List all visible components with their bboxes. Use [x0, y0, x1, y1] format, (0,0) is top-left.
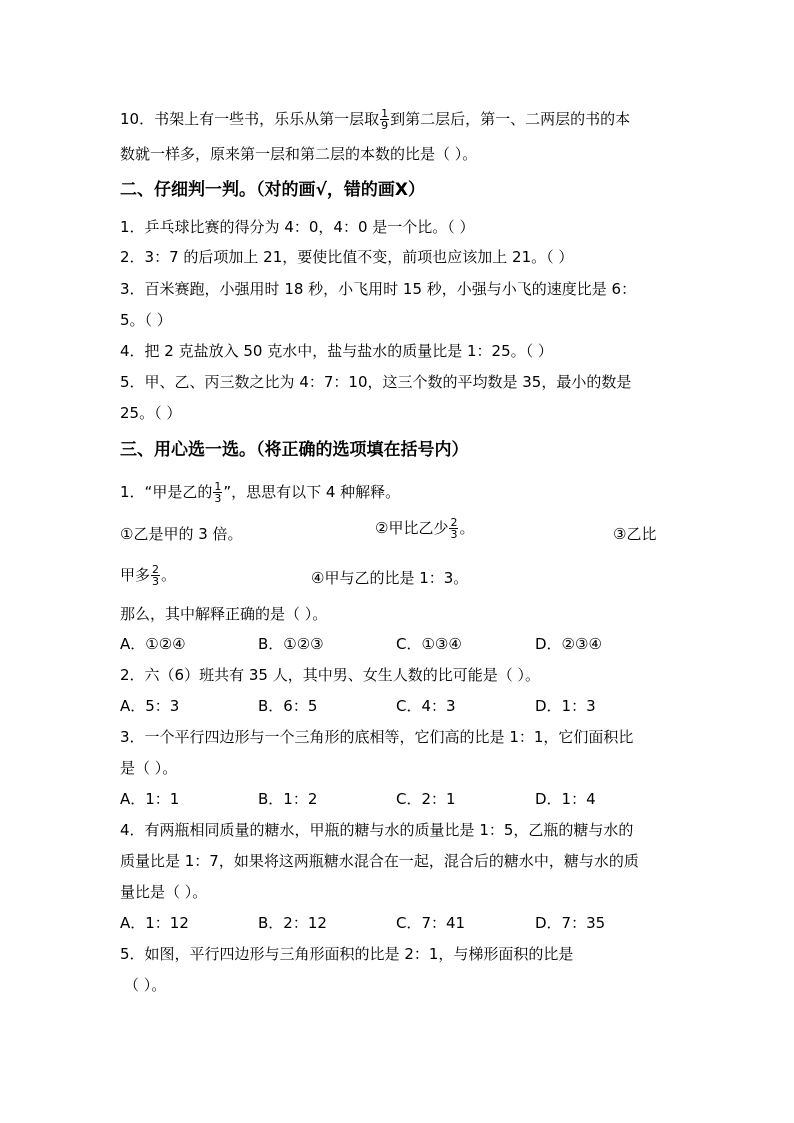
judge-item-5-cont: 25。（ ） — [120, 404, 182, 422]
q3-option-c: C．2：1 — [396, 790, 456, 808]
fraction-two-thirds: $\frac{2}{3}$ — [450, 516, 458, 541]
judge-item-4: 4．把 2 克盐放入 50 克水中，盐与盐水的质量比是 1：25。（ ） — [120, 342, 553, 360]
choice-q4-line2: 质量比是 1：7，如果将这两瓶糖水混合在一起，混合后的糖水中，糖与水的质 — [120, 852, 639, 870]
interpretation-4: ④甲与乙的比是 1：3。 — [311, 569, 469, 587]
q3-option-a: A．1：1 — [120, 790, 180, 808]
choice-q5-line1: 5．如图，平行四边形与三角形面积的比是 2：1，与梯形面积的比是 — [120, 945, 574, 963]
q4-option-c: C．7：41 — [396, 914, 466, 932]
q2-option-d: D．1：3 — [535, 697, 596, 715]
choice-q5-line2: （ ）。 — [124, 976, 167, 994]
q10-text-cont: 到第二层后，第一、二两层的书的本 — [390, 110, 631, 128]
choice-q2-stem: 2．六（6）班共有 35 人，其中男、女生人数的比可能是（ ）。 — [120, 666, 540, 684]
q10-text: 10．书架上有一些书，乐乐从第一层取 — [120, 110, 380, 128]
q10-line1 — [120, 108, 630, 131]
q1-option-a: A．①②④ — [120, 635, 186, 653]
choice-q1-stem: 1．“甲是乙的 $\frac{1}{3}$ ”，思思有以下 4 种解释。 — [120, 480, 401, 505]
interpretation-3-cont: 甲多 $\frac{2}{3}$ 。 — [120, 563, 177, 588]
q2-option-a: A．5：3 — [120, 697, 180, 715]
section2-title: 二、仔细判一判。（对的画√，错的画X） — [120, 180, 425, 200]
interpretation-1: ①乙是甲的 3 倍。 — [120, 525, 243, 543]
judge-item-3-cont: 5。（ ） — [120, 311, 172, 329]
section3-title: 三、用心选一选。（将正确的选项填在括号内） — [120, 440, 469, 460]
judge-item-5: 5．甲、乙、丙三数之比为 4：7：10，这三个数的平均数是 35，最小的数是 — [120, 373, 632, 391]
interpretation-2: ②甲比乙少 $\frac{2}{3}$ 。 — [375, 516, 475, 541]
q1-option-d: D．②③④ — [535, 635, 602, 653]
q4-option-a: A．1：12 — [120, 914, 189, 932]
judge-item-3: 3．百米赛跑，小强用时 18 秒，小飞用时 15 秒，小强与小飞的速度比是 6： — [120, 280, 637, 298]
choice-q4-line3: 量比是（ ）。 — [120, 883, 208, 901]
interpretation-3: ③乙比 — [613, 525, 657, 543]
fraction-one-ninth: $\frac{1}{9}$ — [381, 107, 389, 132]
fraction-one-third: $\frac{1}{3}$ — [214, 480, 222, 505]
choice-q4-line1: 4．有两瓶相同质量的糖水，甲瓶的糖与水的质量比是 1：5，乙瓶的糖与水的 — [120, 821, 634, 839]
judge-item-2: 2．3：7 的后项加上 21，要使比值不变，前项也应该加上 21。（ ） — [120, 248, 574, 266]
choice-q3-line2: 是（ ）。 — [120, 759, 178, 777]
choice-q3-line1: 3．一个平行四边形与一个三角形的底相等，它们高的比是 1：1，它们面积比 — [120, 728, 634, 746]
q1-option-c: C．①③④ — [396, 635, 462, 653]
fraction-two-thirds: $\frac{2}{3}$ — [152, 563, 160, 588]
q4-option-b: B．2：12 — [258, 914, 327, 932]
q3-option-b: B．1：2 — [258, 790, 318, 808]
q3-option-d: D．1：4 — [535, 790, 596, 808]
q2-option-b: B．6：5 — [258, 697, 318, 715]
q10-line2: 数就一样多，原来第一层和第二层的本数的比是（ ）。 — [120, 145, 478, 163]
choice-q1-ask: 那么，其中解释正确的是（ ）。 — [120, 605, 328, 623]
q1-option-b: B．①②③ — [258, 635, 324, 653]
q4-option-d: D．7：35 — [535, 914, 606, 932]
judge-item-1: 1．乒乓球比赛的得分为 4：0，4：0 是一个比。（ ） — [120, 218, 475, 236]
q2-option-c: C．4：3 — [396, 697, 456, 715]
